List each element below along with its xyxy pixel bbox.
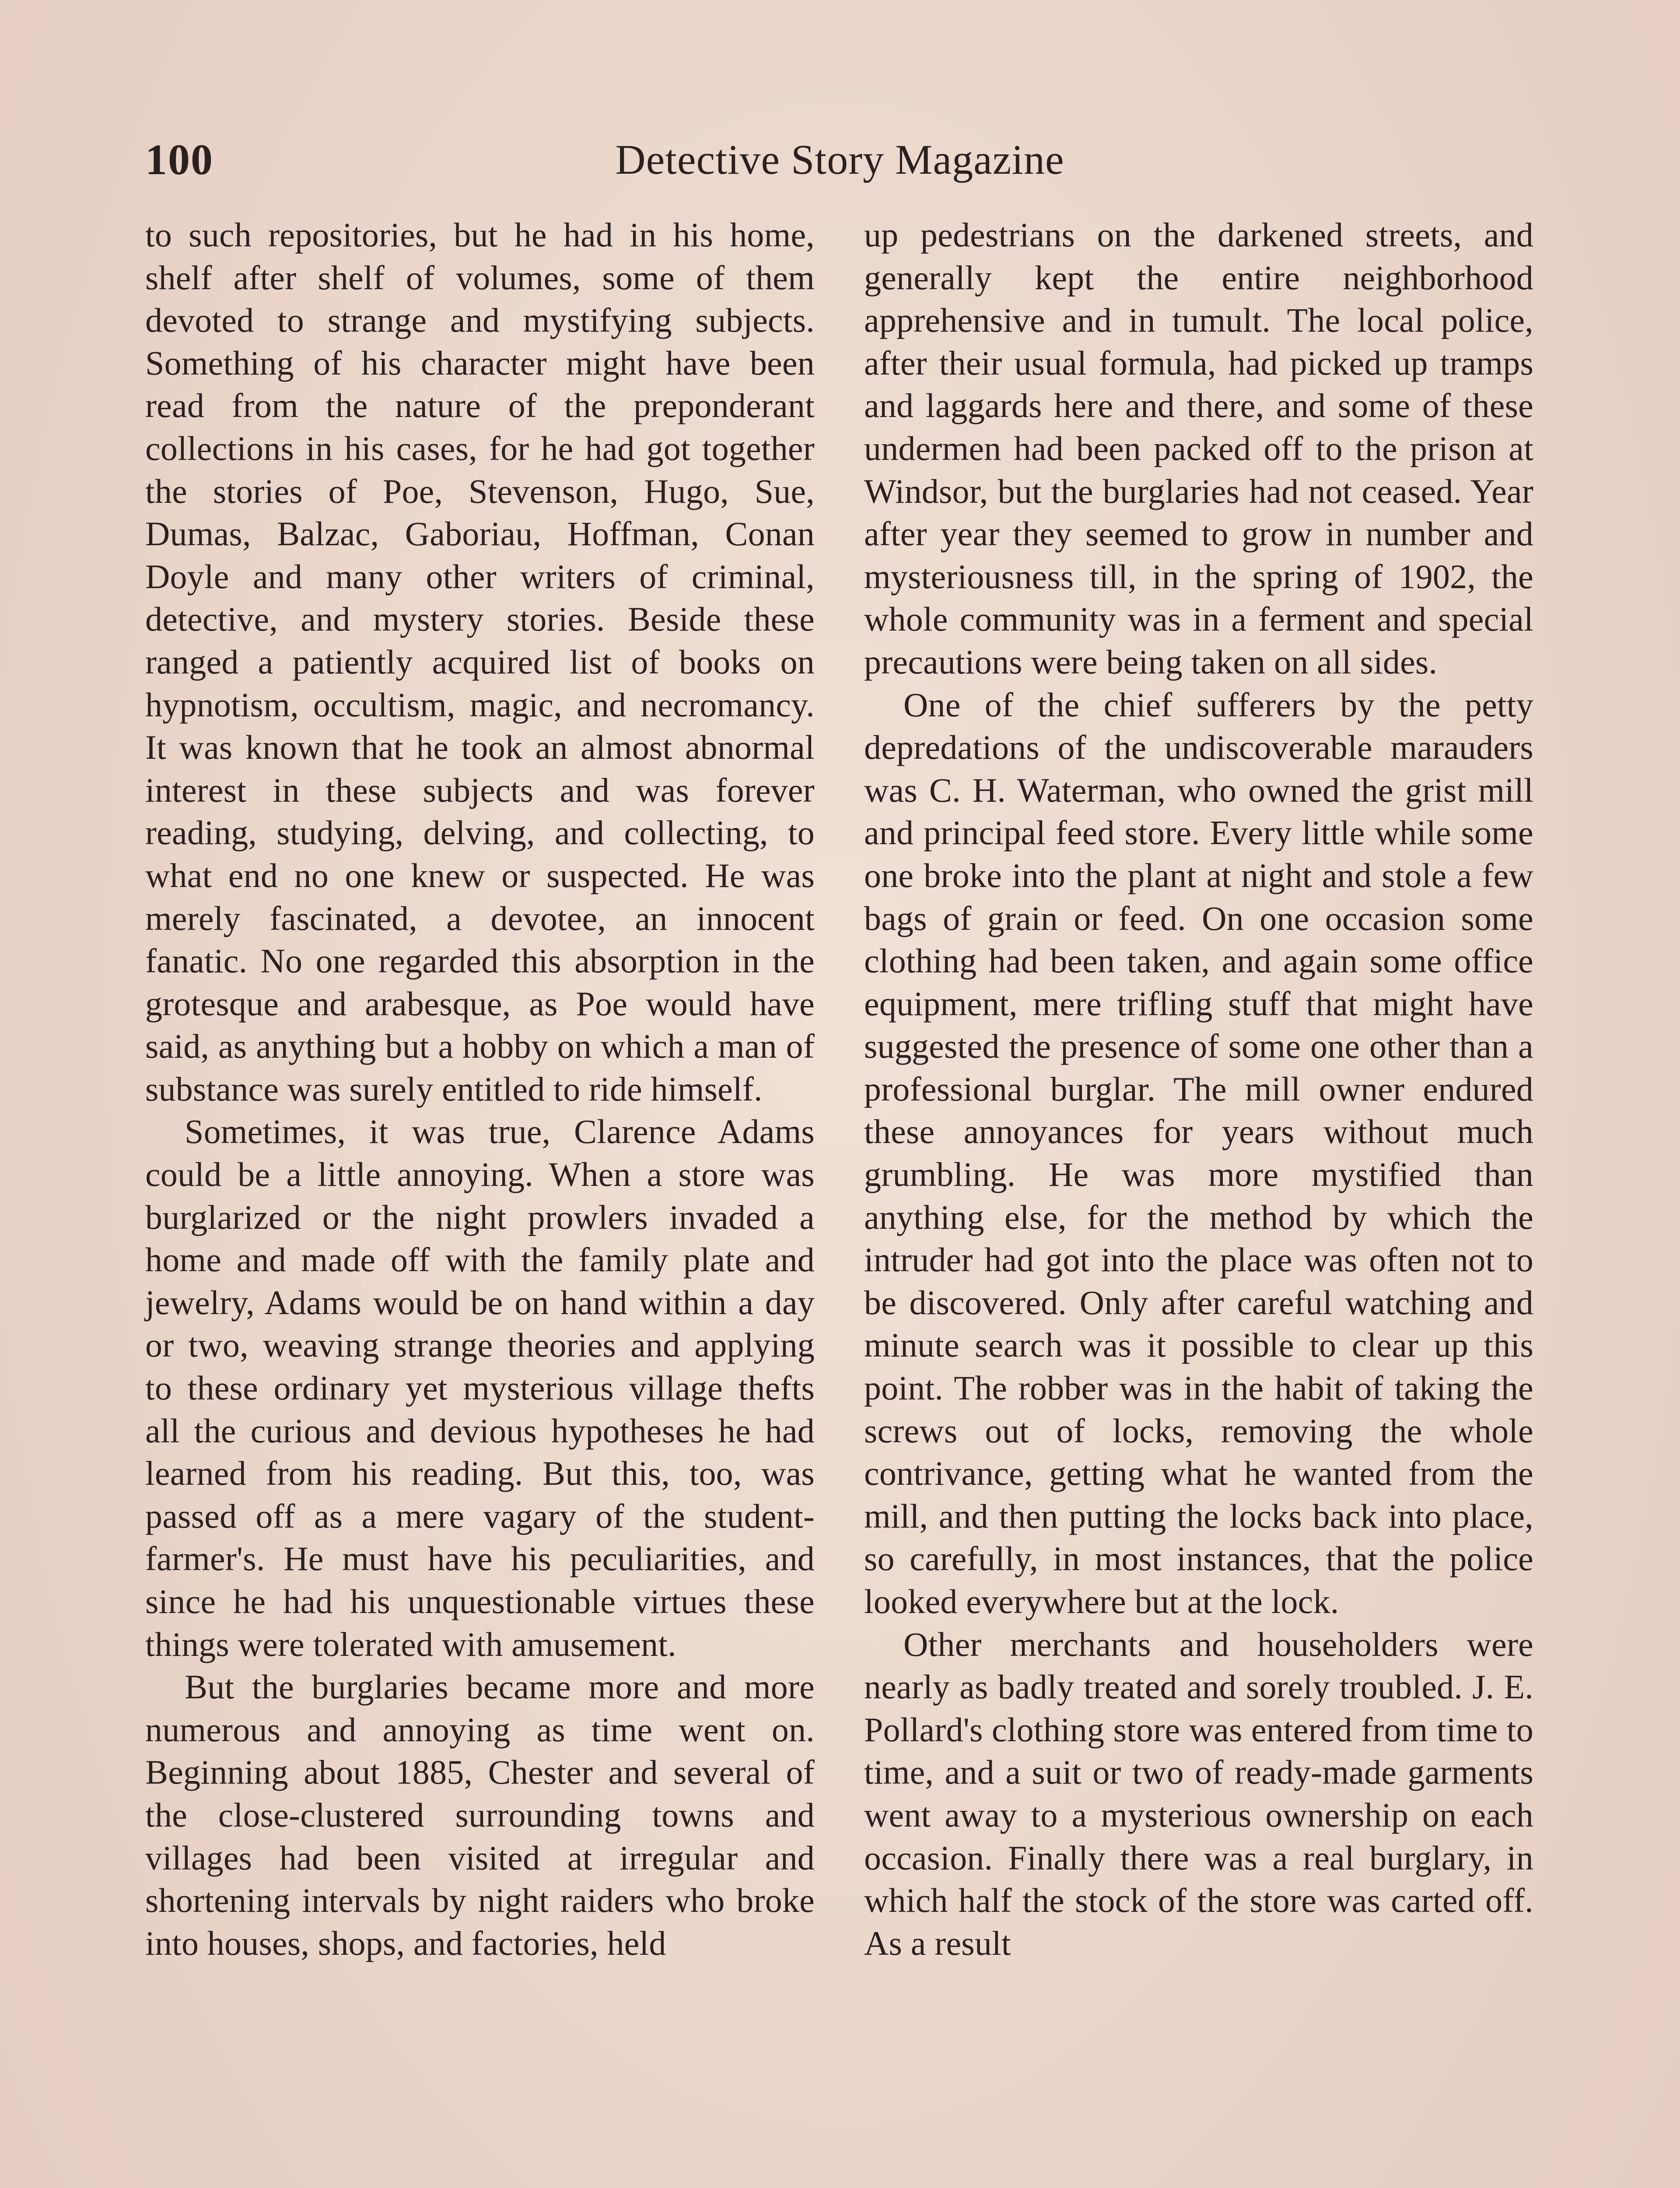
- left-paragraph-3: But the burglaries became more and more numerous and annoying as time went on. Beginning about 1885, Chester and several of the close-clustered surrounding towns and villages had been visited at irregular and shortening intervals by night raiders who broke into houses, shops, and factories, held: [145, 1668, 815, 1962]
- left-column: [145, 214, 815, 1964]
- page-number: 100: [145, 135, 214, 184]
- page-header: [145, 125, 1534, 195]
- left-paragraph-1: to such repositories, but he had in his home, shelf after shelf of volumes, some of them devoted to strange and mystifying subjects. Something of his character might have been read from the nature of the preponderant collections in his cases, for he had got together the stories of Poe, Stevenson, Hugo, Sue, Dumas, Balzac, Gaboriau, Hoffman, Conan Doyle and many other writers of criminal, detective, and mystery stories. Beside these ranged a patiently acquired list of books on hypnotism, occultism, magic, and necromancy. It was known that he took an almost abnormal interest in these subjects and was forever reading, studying, delving, and collecting, to what end no one knew or suspected. He was merely fascinated, a devotee, an innocent fanatic. No one regarded this absorption in the grotesque and arabesque, as Poe would have said, as anything but a hobby on which a man of substance was surely entitled to ride himself.: [145, 216, 815, 1108]
- left-paragraph-2: Sometimes, it was true, Clarence Adams could be a little annoying. When a store was burglarized or the night prowlers invaded a home and made off with the family plate and jewelry, Adams would be on hand within a day or two, weaving strange theories and applying to these ordinary yet mysterious village thefts all the curious and devious hypotheses he had learned from his reading. But this, too, was passed off as a mere vagary of the student-farmer's. He must have his peculiarities, and since he had his unquestionable virtues these things were tolerated with amusement.: [145, 1112, 815, 1663]
- running-title: Detective Story Magazine: [615, 136, 1064, 183]
- right-paragraph-3: Other merchants and householders were nearly as badly treated and sorely troubled. J. E. Pollard's clothing store was entered from time to time, and a suit or two of ready-made garments went away to a mysterious ownership on each occasion. Finally there was a real burglary, in which half the stock of the store was carted off. As a result: [864, 1625, 1533, 1962]
- right-paragraph-1: up pedestrians on the darkened streets, and generally kept the entire neighborhood apprehensive and in tumult. The local police, after their usual formula, had picked up tramps and laggards here and there, and some of these undermen had been packed off to the prison at Windsor, but the burglaries had not ceased. Year after year they seemed to grow in number and mysteriousness till, in the spring of 1902, the whole community was in a ferment and special precautions were being taken on all sides.: [864, 216, 1533, 681]
- right-column: [864, 214, 1533, 1964]
- right-paragraph-2: One of the chief sufferers by the petty depredations of the undiscoverable marauders was C. H. Waterman, who owned the grist mill and principal feed store. Every little while some one broke into the plant at night and stole a few bags of grain or feed. On one occasion some clothing had been taken, and again some office equipment, mere trifling stuff that might have suggested the presence of some one other than a professional burglar. The mill owner endured these annoyances for years without much grumbling. He was more mystified than anything else, for the method by which the intruder had got into the place was often not to be discovered. Only after careful watching and minute search was it possible to clear up this point. The robber was in the habit of taking the screws out of locks, removing the whole contrivance, getting what he wanted from the mill, and then putting the locks back into place, so carefully, in most instances, that the police looked everywhere but at the lock.: [864, 685, 1533, 1620]
